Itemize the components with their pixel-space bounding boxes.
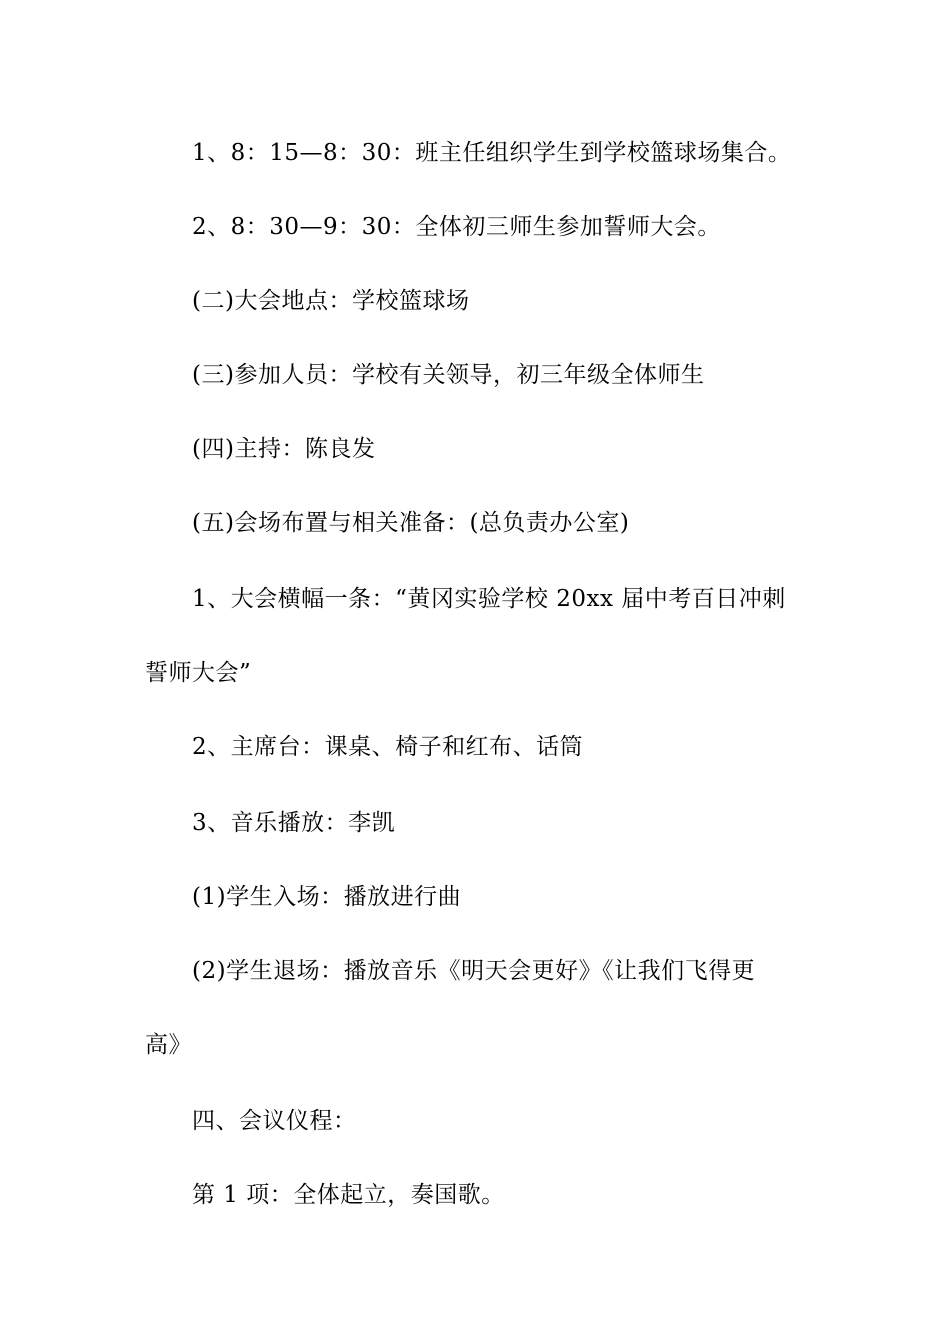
text-line-schedule-1: 1、8：15—8：30：班主任组织学生到学校篮球场集合。 [192, 140, 792, 166]
text-line-schedule-2: 2、8：30—9：30：全体初三师生参加誓师大会。 [192, 214, 721, 240]
text-line-preparation: (五)会场布置与相关准备：(总负责办公室) [192, 510, 630, 536]
text-line-exit-music-cont: 高》 [145, 1032, 192, 1058]
text-line-music: 3、音乐播放：李凯 [192, 810, 396, 836]
text-line-entry-music: (1)学生入场：播放进行曲 [192, 884, 462, 910]
text-line-participants: (三)参加人员：学校有关领导，初三年级全体师生 [192, 362, 705, 388]
text-line-agenda-item-1: 第 1 项：全体起立，奏国歌。 [192, 1182, 505, 1208]
text-line-exit-music: (2)学生退场：播放音乐《明天会更好》《让我们飞得更 [192, 958, 756, 984]
text-line-podium: 2、主席台：课桌、椅子和红布、话筒 [192, 734, 584, 760]
text-line-banner: 1、大会横幅一条：“黄冈实验学校 20xx 届中考百日冲刺 [192, 586, 786, 612]
text-line-agenda-heading: 四、会议仪程： [192, 1108, 357, 1134]
text-line-banner-cont: 誓师大会” [145, 660, 252, 686]
text-line-host: (四)主持：陈良发 [192, 436, 376, 462]
text-line-venue: (二)大会地点：学校篮球场 [192, 288, 470, 314]
